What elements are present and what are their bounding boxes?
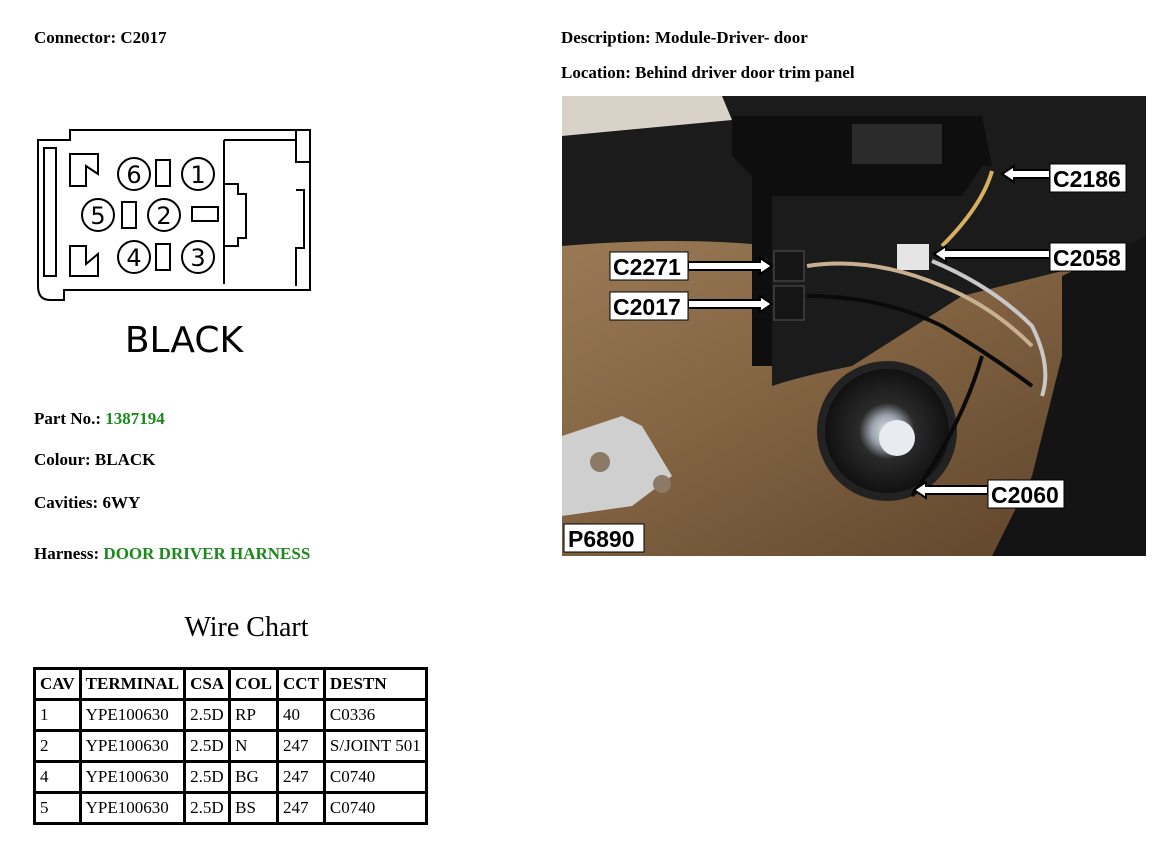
pin-1-label: 1 xyxy=(190,161,206,189)
cell-csa: 2.5D xyxy=(185,731,230,762)
cell-col: BS xyxy=(230,793,278,824)
wire-chart-header-row xyxy=(35,669,427,700)
location-heading xyxy=(561,63,855,83)
cell-destn: S/JOINT 501 xyxy=(324,731,426,762)
cavities-value: 6WY xyxy=(102,493,141,512)
cell-cct: 40 xyxy=(278,700,325,731)
cavities xyxy=(34,493,140,513)
callout-c2017: C2017 xyxy=(613,294,681,320)
pin-5-label: 5 xyxy=(90,202,106,230)
cell-col: RP xyxy=(230,700,278,731)
colour-value: BLACK xyxy=(94,450,156,469)
pin-6-label: 6 xyxy=(126,161,142,189)
harness-value: DOOR DRIVER HARNESS xyxy=(103,544,311,563)
colour xyxy=(34,450,155,470)
description-label: Description: xyxy=(561,28,651,47)
harness xyxy=(34,544,310,564)
header-cct: CCT xyxy=(278,669,325,700)
connector-pinout-diagram xyxy=(34,126,324,366)
connector-color-label: BLACK xyxy=(124,320,244,361)
table-row xyxy=(35,731,427,762)
header-csa: CSA xyxy=(185,669,230,700)
cell-col: BG xyxy=(230,762,278,793)
callout-c2271: C2271 xyxy=(613,254,681,280)
pin-4-label: 4 xyxy=(126,244,142,272)
cell-col: N xyxy=(230,731,278,762)
harness-label: Harness: xyxy=(34,544,100,563)
cell-destn: C0740 xyxy=(324,793,426,824)
part-number-label: Part No.: xyxy=(34,409,102,428)
table-row xyxy=(35,700,427,731)
header-destn: DESTN xyxy=(324,669,426,700)
cavities-label: Cavities: xyxy=(34,493,99,512)
cell-destn: C0336 xyxy=(324,700,426,731)
location-photo xyxy=(562,96,1146,556)
cell-terminal: YPE100630 xyxy=(80,762,185,793)
cell-terminal: YPE100630 xyxy=(80,793,185,824)
cell-cct: 247 xyxy=(278,793,325,824)
connector-heading xyxy=(34,28,167,48)
part-number xyxy=(34,409,165,429)
cell-terminal: YPE100630 xyxy=(80,700,185,731)
description-heading xyxy=(561,28,808,48)
colour-label: Colour: xyxy=(34,450,91,469)
cell-csa: 2.5D xyxy=(185,700,230,731)
location-label: Location: xyxy=(561,63,631,82)
cell-cav: 4 xyxy=(35,762,81,793)
callout-c2060: C2060 xyxy=(991,482,1059,508)
header-terminal: TERMINAL xyxy=(80,669,185,700)
cell-cct: 247 xyxy=(278,731,325,762)
figure-id: P6890 xyxy=(568,526,635,552)
header-col: COL xyxy=(230,669,278,700)
callout-c2058: C2058 xyxy=(1053,245,1121,271)
pin-2-label: 2 xyxy=(156,202,172,230)
cell-terminal: YPE100630 xyxy=(80,731,185,762)
cell-cav: 2 xyxy=(35,731,81,762)
wire-chart-table xyxy=(33,667,428,825)
description-value: Module-Driver- door xyxy=(654,28,808,47)
pin-3-label: 3 xyxy=(190,244,206,272)
part-number-value: 1387194 xyxy=(105,409,165,428)
connector-label: Connector: xyxy=(34,28,117,47)
cell-cct: 247 xyxy=(278,762,325,793)
cell-destn: C0740 xyxy=(324,762,426,793)
table-row xyxy=(35,762,427,793)
wire-chart-title: Wire Chart xyxy=(184,612,309,643)
cell-csa: 2.5D xyxy=(185,793,230,824)
cell-cav: 5 xyxy=(35,793,81,824)
table-row xyxy=(35,793,427,824)
cell-cav: 1 xyxy=(35,700,81,731)
header-cav: CAV xyxy=(35,669,81,700)
cell-csa: 2.5D xyxy=(185,762,230,793)
connector-value: C2017 xyxy=(120,28,167,47)
location-value: Behind driver door trim panel xyxy=(635,63,855,82)
callout-c2186: C2186 xyxy=(1053,166,1121,192)
